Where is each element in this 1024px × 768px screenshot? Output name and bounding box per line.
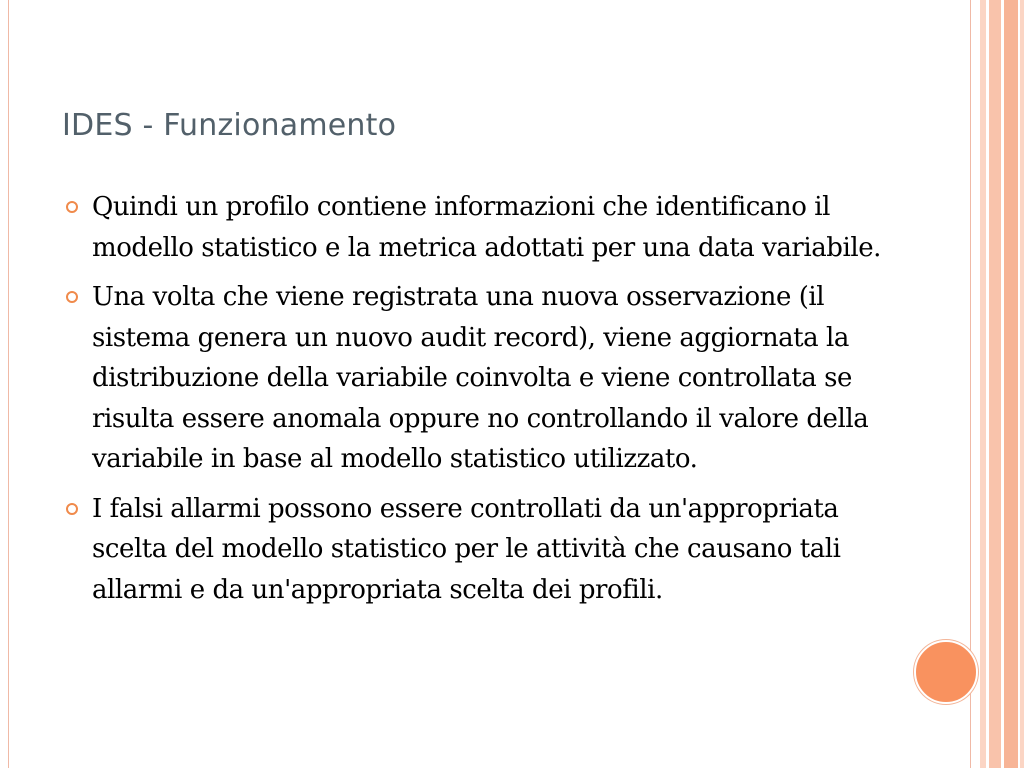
bullet-list [62,187,892,619]
ring-bullet-icon [66,503,78,515]
ring-bullet-icon [66,201,78,213]
right-stripe-4 [1020,0,1024,768]
bullet-item-3 [62,489,892,611]
bullet-text: Quindi un profilo contiene informazioni che identificano il modello statistico e la metrica adottati per una data variabile. [92,192,881,263]
bullet-text: Una volta che viene registrata una nuova osservazione (il sistema genera un nuovo audit record), viene aggiornata la distribuzione della variabile coinvolta e viene controllata se risulta essere anomala oppure no controllando il valore della variabile in base al modello statistico utilizzato. [92,282,869,474]
bullet-text: I falsi allarmi possono essere controllati da un'appropriata scelta del modello statistico per le attività che causano tali allarmi e da un'appropriata scelta dei profili. [92,493,841,605]
slide-title: IDES - Funzionamento [62,108,397,143]
decorative-circle [914,640,978,704]
ring-bullet-icon [66,291,78,303]
right-stripe-1 [980,0,986,768]
right-stripe-3 [1004,0,1018,768]
bullet-item-2 [62,277,892,480]
bullet-item-1 [62,187,892,268]
right-stripe-2 [989,0,1001,768]
